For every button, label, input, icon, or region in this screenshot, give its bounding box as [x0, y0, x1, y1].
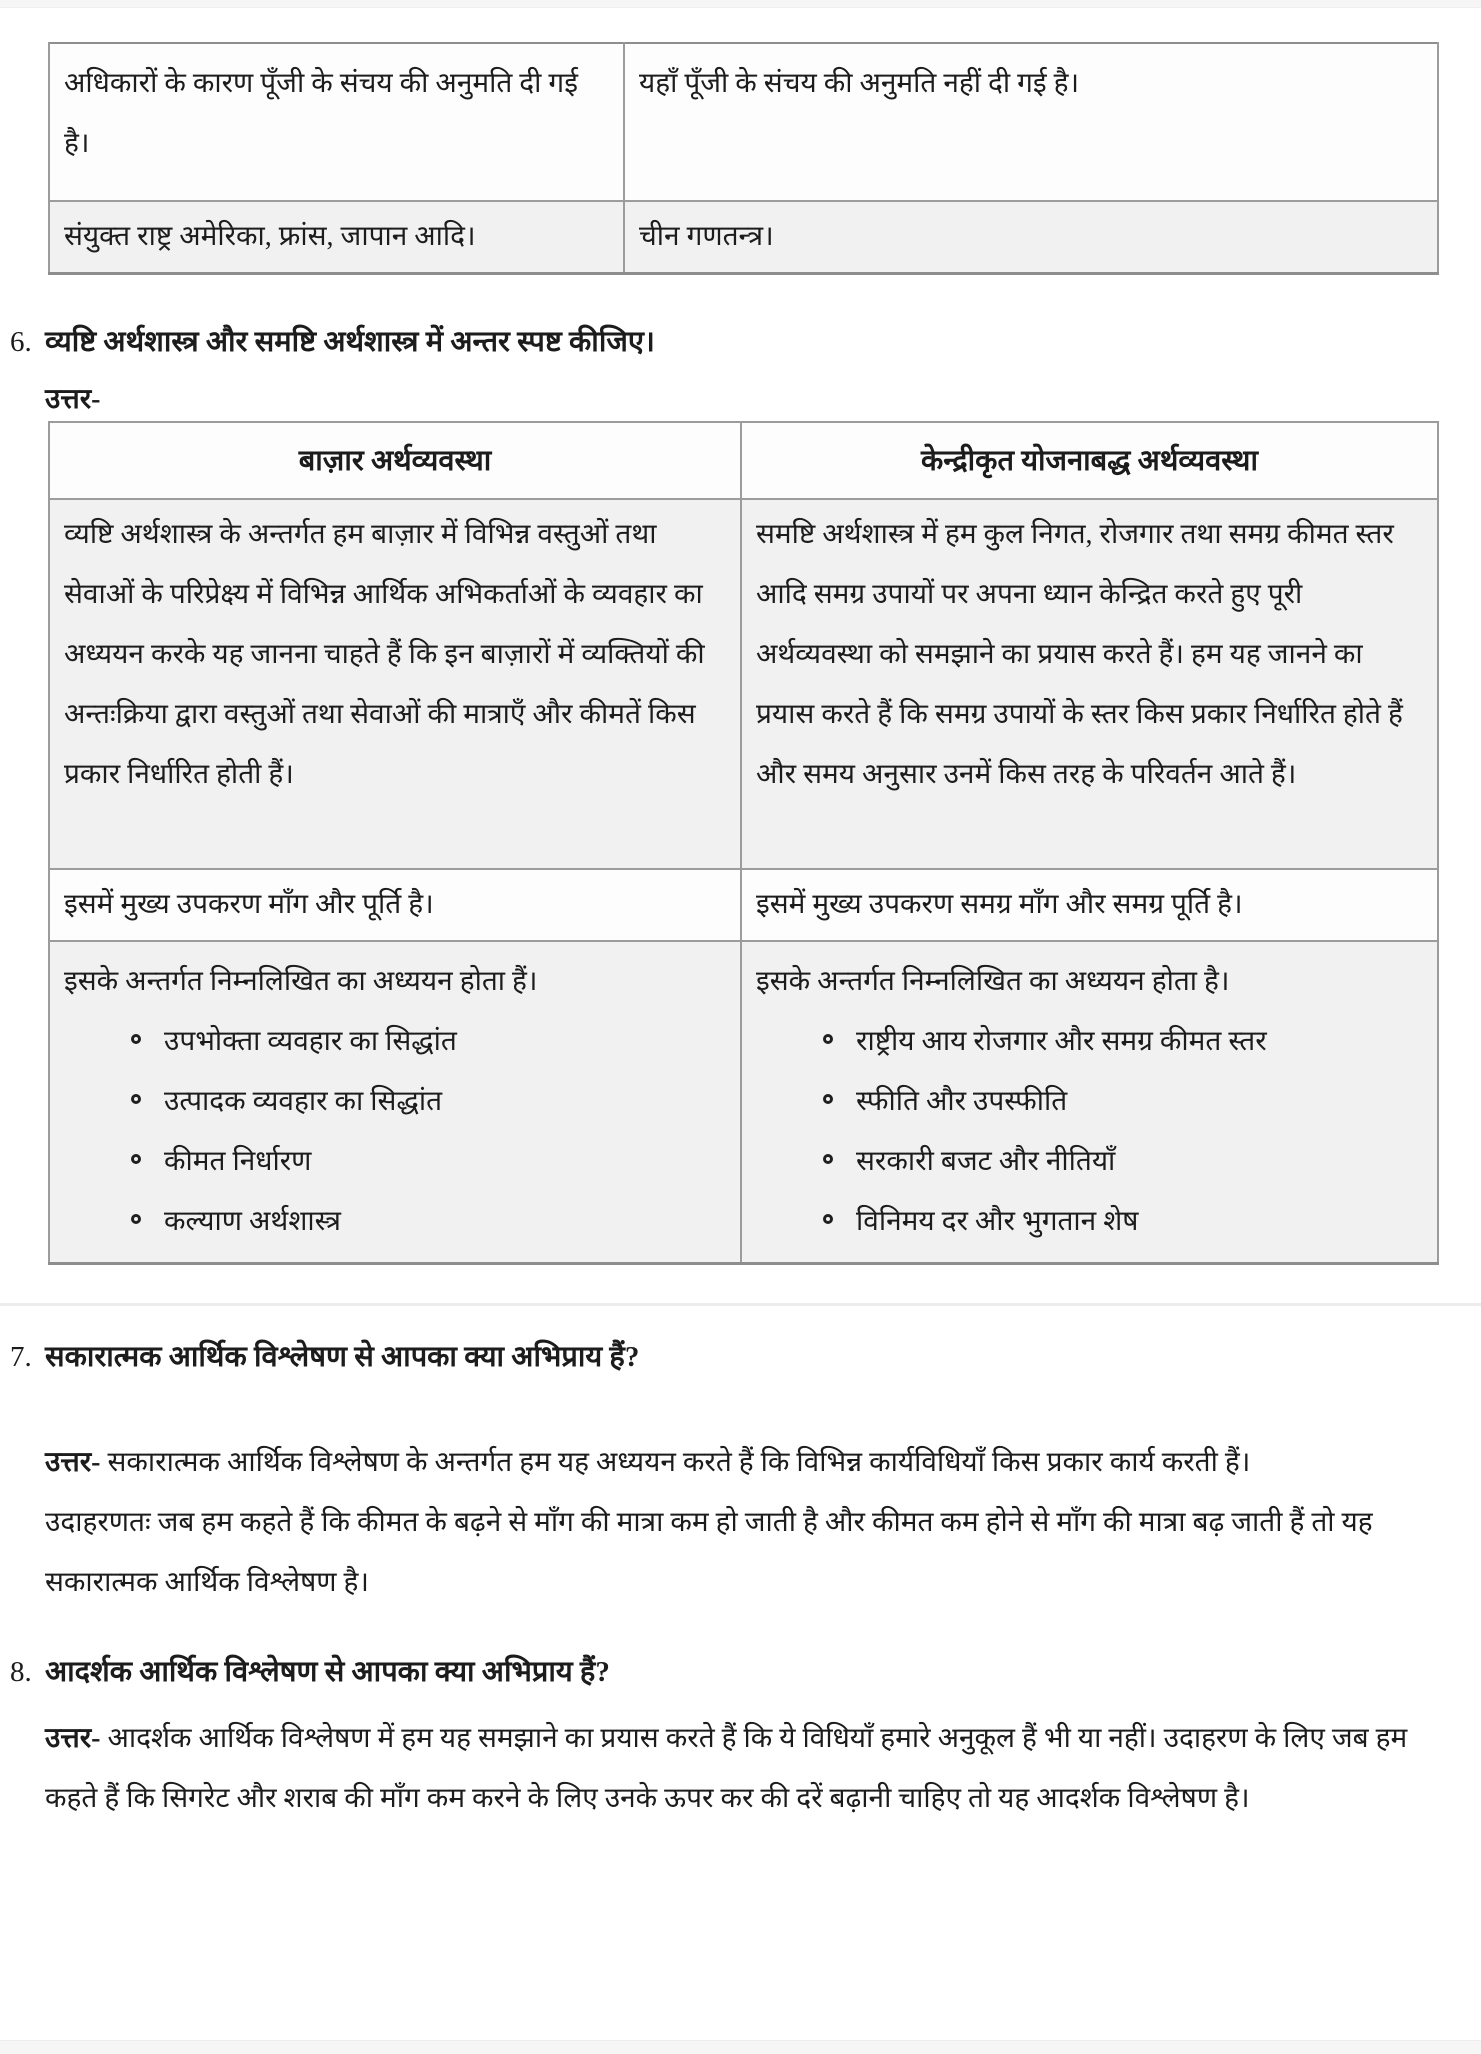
- list-item-text: उत्पादक व्यवहार का सिद्धांत: [164, 1086, 443, 1117]
- list-item-text: सरकारी बजट और नीतियाँ: [856, 1146, 1116, 1177]
- list-item: [164, 1132, 726, 1192]
- bullet-icon: [131, 1034, 141, 1044]
- page-top-edge: [0, 0, 1481, 8]
- question-number: 6.: [10, 326, 32, 358]
- macro-topics-list: [756, 1012, 1423, 1252]
- list-item-text: उपभोक्ता व्यवहार का सिद्धांत: [164, 1026, 457, 1057]
- continuation-cell-right: यहाँ पूँजी के संचय की अनुमति नहीं दी गई है।: [624, 43, 1438, 201]
- bullet-icon: [823, 1094, 833, 1104]
- micro-tools-cell: इसमें मुख्य उपकरण माँग और पूर्ति है।: [49, 869, 741, 941]
- bullet-icon: [823, 1154, 833, 1164]
- list-item: [164, 1072, 726, 1132]
- list-item-text: स्फीति और उपस्फीति: [856, 1086, 1068, 1117]
- list-item: [164, 1192, 726, 1252]
- question-7-heading: [0, 1336, 1481, 1378]
- bullet-icon: [131, 1214, 141, 1224]
- bullet-icon: [131, 1154, 141, 1164]
- list-item-text: विनिमय दर और भुगतान शेष: [856, 1206, 1139, 1237]
- list-intro: इसके अन्तर्गत निम्नलिखित का अध्ययन होता हैं।: [64, 966, 538, 997]
- answer-example-paragraph: उदाहरणतः जब हम कहते हैं कि कीमत के बढ़ने से माँग की मात्रा कम हो जाती है और कीमत कम होने से माँग की मात्रा बढ़ जाती हैं तो यह सकारात्मक आर्थिक विश्लेषण है।: [45, 1507, 1373, 1598]
- list-item-text: राष्ट्रीय आय रोजगार और समग्र कीमत स्तर: [856, 1026, 1267, 1057]
- list-item-text: कीमत निर्धारण: [164, 1146, 312, 1177]
- question-8-answer: [0, 1709, 1481, 1829]
- question-6-heading: [0, 321, 1481, 363]
- list-item: [164, 1012, 726, 1072]
- answer-text: आदर्शक आर्थिक विश्लेषण में हम यह समझाने का प्रयास करते हैं कि ये विधियाँ हमारे अनुकूल हैं भी या नहीं। उदाहरण के लिए जब हम कहते हैं कि सिगरेट और शराब की माँग कम करने के लिए उनके ऊपर कर की दरें बढ़ानी चाहिए तो यह आदर्शक विश्लेषण है।: [45, 1723, 1408, 1814]
- continuation-cell-left: अधिकारों के कारण पूँजी के संचय की अनुमति दी गई है।: [49, 43, 624, 201]
- bullet-icon: [823, 1214, 833, 1224]
- table-row: [49, 499, 1438, 869]
- comparison-table: [48, 421, 1439, 1265]
- question-number: 7.: [10, 1341, 32, 1373]
- table-row: [49, 941, 1438, 1264]
- continuation-cell-left: संयुक्त राष्ट्र अमेरिका, फ्रांस, जापान आदि।: [49, 201, 624, 274]
- question-7-answer: [0, 1433, 1481, 1613]
- answer-text: सकारात्मक आर्थिक विश्लेषण के अन्तर्गत हम यह अध्ययन करते हैं कि विभिन्न कार्यविधियाँ किस प्रकार कार्य करती हैं।: [100, 1447, 1251, 1478]
- answer-paragraph: [45, 1709, 1451, 1829]
- page-bottom-edge: [0, 2040, 1481, 2054]
- column-header-market-economy: बाज़ार अर्थव्यवस्था: [49, 422, 741, 499]
- macro-topics-cell: [741, 941, 1438, 1264]
- question-text: व्यष्टि अर्थशास्त्र और समष्टि अर्थशास्त्र में अन्तर स्पष्ट कीजिए।: [45, 326, 655, 358]
- bullet-icon: [823, 1034, 833, 1044]
- list-item: [856, 1192, 1423, 1252]
- answer-label: उत्तर-: [45, 1723, 101, 1754]
- micro-definition-cell: व्यष्टि अर्थशास्त्र के अन्तर्गत हम बाज़ार में विभिन्न वस्तुओं तथा सेवाओं के परिप्रेक्ष्य में विभिन्न आर्थिक अभिकर्ताओं के व्यवहार का अध्ययन करके यह जानना चाहते हैं कि इन बाज़ारों में व्यक्तियों की अन्तःक्रिया द्वारा वस्तुओं तथा सेवाओं की मात्राएँ और कीमतें किस प्रकार निर्धारित होती हैं।: [49, 499, 741, 869]
- answer-paragraph: [45, 1433, 1451, 1493]
- section-divider: [0, 1303, 1481, 1306]
- macro-definition-cell: समष्टि अर्थशास्त्र में हम कुल निगत, रोजगार तथा समग्र कीमत स्तर आदि समग्र उपायों पर अपना ध्यान केन्द्रित करते हुए पूरी अर्थव्यवस्था को समझाने का प्रयास करते हैं। हम यह जानने का प्रयास करते हैं कि समग्र उपायों के स्तर किस प्रकार निर्धारित होते हैं और समय अनुसार उनमें किस तरह के परिवर्तन आते हैं।: [741, 499, 1438, 869]
- micro-topics-cell: [49, 941, 741, 1264]
- question-number: 8.: [10, 1656, 32, 1688]
- table-row: [49, 201, 1438, 274]
- micro-topics-list: [64, 1012, 726, 1252]
- table-row: [49, 869, 1438, 941]
- table-header-row: [49, 422, 1438, 499]
- list-intro: इसके अन्तर्गत निम्नलिखित का अध्ययन होता है।: [756, 966, 1230, 997]
- list-item: [856, 1072, 1423, 1132]
- question-text: सकारात्मक आर्थिक विश्लेषण से आपका क्या अभिप्राय हैं?: [45, 1341, 640, 1373]
- macro-tools-cell: इसमें मुख्य उपकरण समग्र माँग और समग्र पूर्ति है।: [741, 869, 1438, 941]
- answer-label: उत्तर-: [45, 384, 101, 415]
- question-8-heading: [0, 1651, 1481, 1693]
- bullet-icon: [131, 1094, 141, 1104]
- question-text: आदर्शक आर्थिक विश्लेषण से आपका क्या अभिप्राय हैं?: [45, 1656, 610, 1688]
- list-item: [856, 1132, 1423, 1192]
- list-item-text: कल्याण अर्थशास्त्र: [164, 1206, 341, 1237]
- column-header-planned-economy: केन्द्रीकृत योजनाबद्ध अर्थव्यवस्था: [741, 422, 1438, 499]
- list-item: [856, 1012, 1423, 1072]
- continuation-table: [48, 42, 1439, 275]
- continuation-cell-right: चीन गणतन्त्र।: [624, 201, 1438, 274]
- answer-label: उत्तर-: [45, 1447, 101, 1478]
- table-row: [49, 43, 1438, 201]
